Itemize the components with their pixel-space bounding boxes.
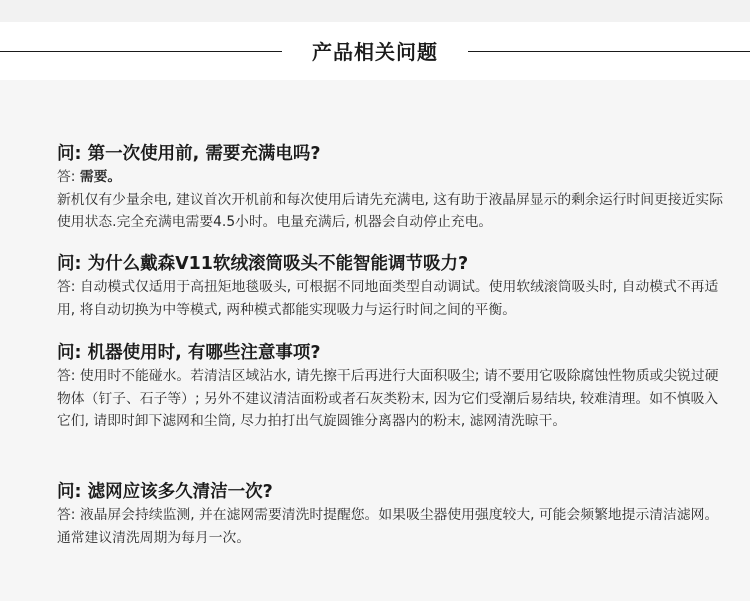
answer-prefix: 答:	[57, 507, 80, 523]
faq-question: 问: 为什么戴森V11软绒滚筒吸头不能智能调节吸力?	[57, 254, 469, 274]
answer-body: 液晶屏会持续监测, 并在滤网需要清洗时提醒您。如果吸尘器使用强度较大, 可能会频繁地提示清洁滤网。通常建议清洗周期为每月一次。	[57, 507, 719, 546]
faq-question: 问: 滤网应该多久清洁一次?	[57, 482, 273, 502]
faq-answer	[57, 504, 727, 549]
faq-answer	[57, 166, 727, 234]
answer-prefix: 答:	[57, 368, 80, 384]
faq-item	[57, 142, 727, 234]
faq-item	[57, 252, 727, 321]
faq-question: 问: 机器使用时, 有哪些注意事项?	[57, 343, 321, 363]
answer-body: 自动模式仅适用于高扭矩地毯吸头, 可根据不同地面类型自动调试。使用软绒滚筒吸头时, 自动模式不再适用, 将自动切换为中等模式, 两种模式都能实现吸力与运行时间之间的平衡。	[57, 279, 719, 318]
header-divider-right	[468, 51, 750, 52]
section-title: 产品相关问题	[312, 40, 438, 64]
answer-short: 需要。	[79, 169, 122, 185]
header-divider-left	[0, 51, 282, 52]
answer-body: 使用时不能碰水。若清洁区域沾水, 请先擦干后再进行大面积吸尘; 请不要用它吸除腐蚀性物质或尖锐过硬物体（钉子、石子等）; 另外不建议清洁面粉或者石灰类粉末, 因为它们受潮后易结块, 较难清理。如不慎吸入它们, 请即时卸下滤网和尘筒, 尽力拍打出气旋圆锥分离器内的粉末, 滤网清洗晾干。	[57, 368, 719, 429]
faq-question: 问: 第一次使用前, 需要充满电吗?	[57, 144, 321, 164]
answer-prefix: 答:	[57, 279, 80, 295]
answer-prefix: 答:	[57, 169, 80, 185]
faq-answer	[57, 276, 727, 321]
faq-answer	[57, 365, 727, 433]
answer-body: 新机仅有少量余电, 建议首次开机前和每次使用后请先充满电, 这有助于液晶屏显示的剩余运行时间更接近实际使用状态.完全充满电需要4.5小时。电量充满后, 机器会自动停止充电。	[57, 191, 723, 230]
faq-item	[57, 341, 727, 433]
section-header	[0, 22, 750, 80]
top-band	[0, 0, 750, 23]
faq-item	[57, 480, 727, 549]
